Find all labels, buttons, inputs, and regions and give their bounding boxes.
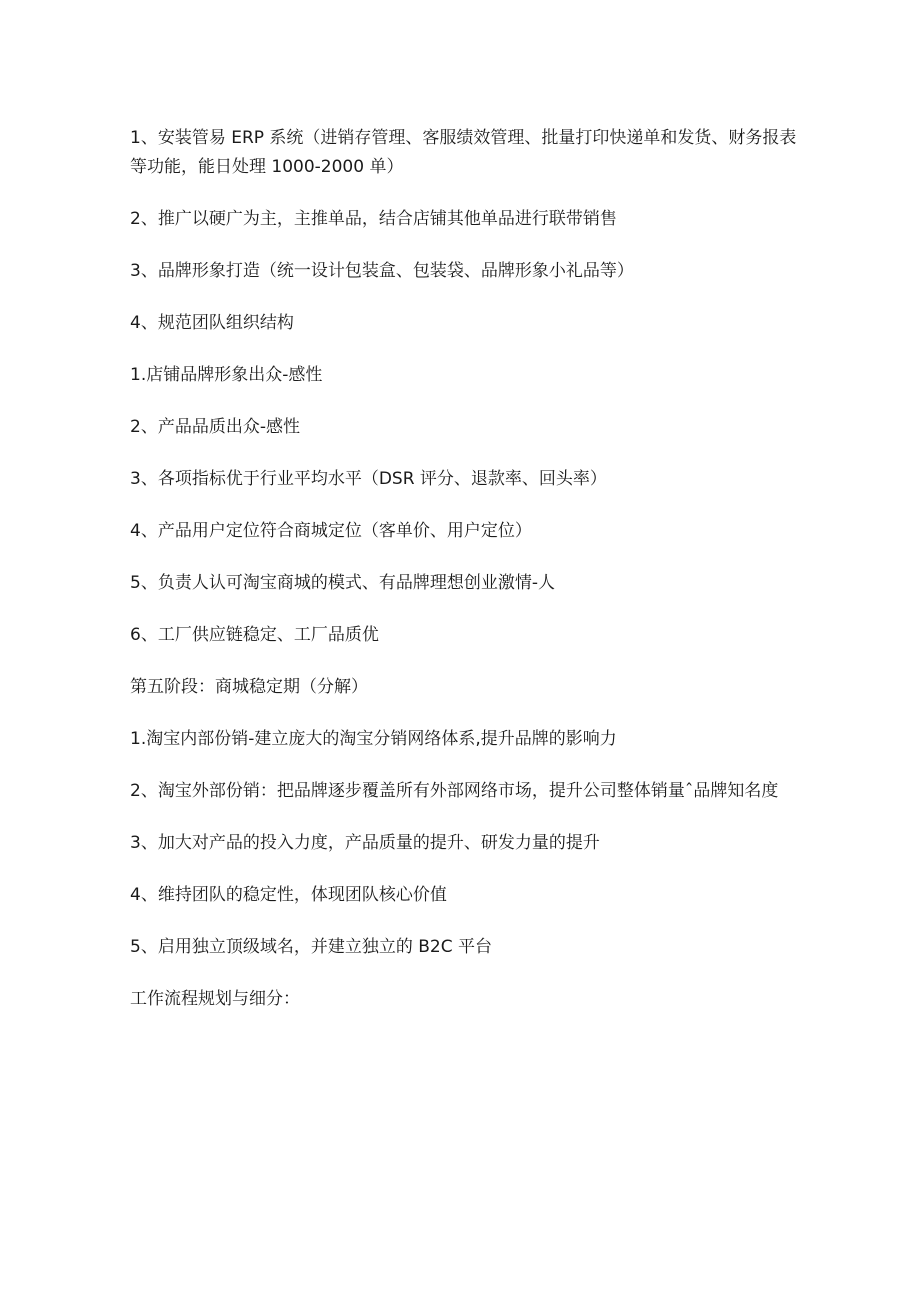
paragraph-metrics: 3、各项指标优于行业平均水平（DSR 评分、退款率、回头率）	[130, 469, 607, 489]
paragraph-promotion: 2、推广以硬广为主，主推单品，结合店铺其他单品进行联带销售	[130, 209, 617, 229]
paragraph-owner: 5、负责人认可淘宝商城的模式、有品牌理想创业激情-人	[130, 573, 555, 593]
section-heading-stage-five: 第五阶段：商城稳定期（分解）	[130, 677, 368, 697]
paragraph-team-structure: 4、规范团队组织结构	[130, 313, 294, 333]
paragraph-product-investment: 3、加大对产品的投入力度，产品质量的提升、研发力量的提升	[130, 833, 600, 853]
paragraph-supply-chain: 6、工厂供应链稳定、工厂品质优	[130, 625, 379, 645]
paragraph-erp-system: 1、安装管易 ERP 系统（进销存管理、客服绩效管理、批量打印快递单和发货、财务报表等功能，能日处理 1000-2000 单）	[130, 128, 797, 177]
paragraph-team-stability: 4、维持团队的稳定性，体现团队核心价值	[130, 885, 447, 905]
paragraph-external-distribution: 2、淘宝外部份销：把品牌逐步覆盖所有外部网络市场，提升公司整体销量ˆ品牌知名度	[130, 781, 779, 801]
paragraph-shop-brand: 1.店铺品牌形象出众-感性	[130, 365, 323, 385]
paragraph-user-positioning: 4、产品用户定位符合商城定位（客单价、用户定位）	[130, 521, 532, 541]
paragraph-brand-image: 3、品牌形象打造（统一设计包装盒、包装袋、品牌形象小礼品等）	[130, 261, 634, 281]
document-page	[130, 124, 810, 1037]
section-heading-workflow: 工作流程规划与细分：	[130, 989, 300, 1009]
paragraph-b2c-platform: 5、启用独立顶级域名，并建立独立的 B2C 平台	[130, 937, 492, 957]
paragraph-internal-distribution: 1.淘宝内部份销-建立庞大的淘宝分销网络体系,提升品牌的影响力	[130, 729, 617, 749]
paragraph-product-quality: 2、产品品质出众-感性	[130, 417, 300, 437]
